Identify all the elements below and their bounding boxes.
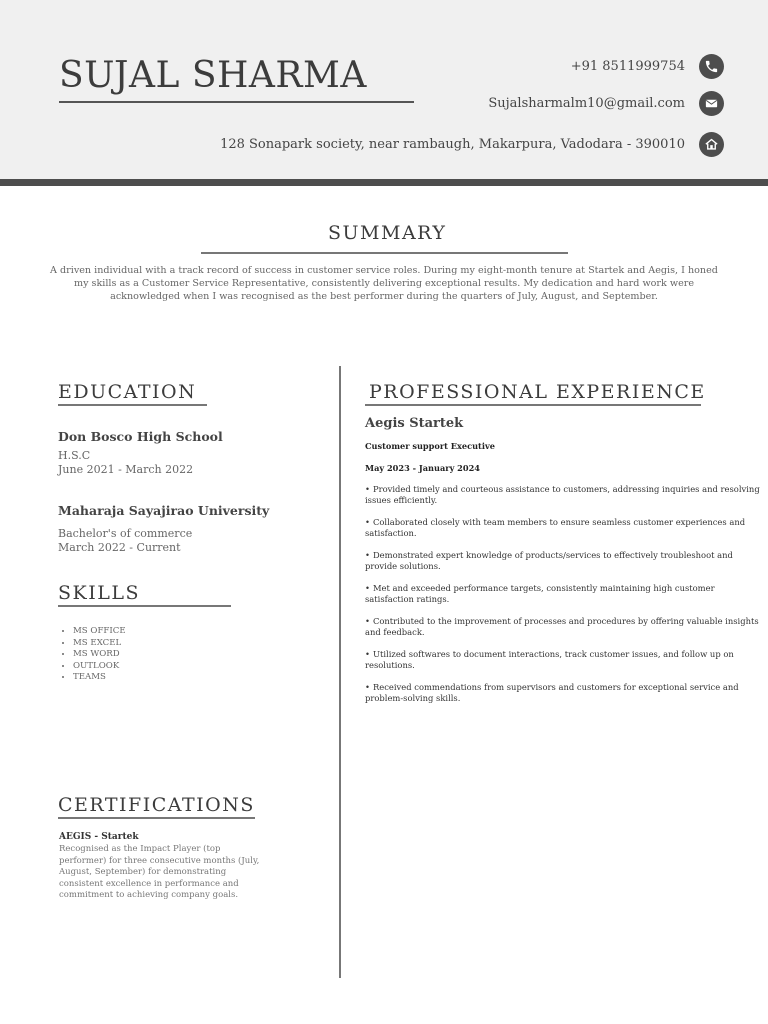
- phone-icon: [699, 54, 724, 79]
- skill-item: • TEAMS: [73, 672, 126, 684]
- education-dates-2: March 2022 - Current: [58, 541, 181, 554]
- summary-underline: [201, 252, 568, 254]
- experience-bullet-text: Provided timely and courteous assistance to customers, addressing inquiries and resolving issues efficiently.: [365, 484, 760, 505]
- skill-item: • MS WORD: [73, 649, 126, 661]
- education-underline: [58, 404, 207, 406]
- experience-bullet: • Contributed to the improvement of processes and procedures by offering valuable insights and feedback.: [365, 616, 759, 637]
- mail-icon: [699, 91, 724, 116]
- skills-list: [58, 626, 126, 684]
- experience-dates: May 2023 - January 2024: [365, 463, 480, 473]
- address-text: 128 Sonapark society, near rambaugh, Makarpura, Vadodara - 390010: [220, 137, 685, 152]
- skills-underline: [58, 605, 231, 607]
- education-degree-2: Bachelor's of commerce: [58, 527, 193, 540]
- contact-phone: [571, 54, 724, 79]
- skill-item: • OUTLOOK: [73, 661, 126, 673]
- experience-bullet: • Met and exceeded performance targets, consistently maintaining high customer satisfaction ratings.: [365, 583, 715, 604]
- skill-item: • MS EXCEL: [73, 638, 126, 650]
- experience-bullet: • Utilized softwares to document interactions, track customer issues, and follow up on resolutions.: [365, 649, 734, 670]
- certification-name: AEGIS - Startek: [59, 832, 139, 842]
- experience-bullet-text: Collaborated closely with team members to ensure seamless customer experiences and satisfaction.: [365, 517, 746, 538]
- header-band: [0, 0, 768, 179]
- education-school-1: Don Bosco High School: [58, 429, 223, 444]
- experience-role: Customer support Executive: [365, 441, 495, 451]
- experience-bullet: • Provided timely and courteous assistance to customers, addressing inquiries and resolving issues efficiently.: [365, 484, 760, 505]
- home-icon: [699, 132, 724, 157]
- experience-heading: PROFESSIONAL EXPERIENCE: [369, 381, 706, 403]
- education-heading: EDUCATION: [58, 381, 197, 403]
- column-divider: [339, 366, 341, 978]
- contact-email: [488, 91, 724, 116]
- experience-bullet-text: Contributed to the improvement of processes and procedures by offering valuable insights and feedback.: [365, 616, 759, 637]
- experience-bullet-text: Demonstrated expert knowledge of products/services to effectively troubleshoot and provide solutions.: [365, 550, 733, 571]
- experience-bullets: [365, 484, 760, 715]
- certifications-heading: CERTIFICATIONS: [58, 794, 255, 816]
- experience-bullet: • Collaborated closely with team members to ensure seamless customer experiences and satisfaction.: [365, 517, 746, 538]
- experience-underline: [365, 404, 701, 406]
- education-school-2: Maharaja Sayajirao University: [58, 503, 270, 518]
- certifications-underline: [58, 817, 255, 819]
- experience-bullet-text: Received commendations from supervisors and customers for exceptional service and problem-solving skills.: [365, 682, 739, 703]
- name-underline: [59, 101, 414, 103]
- experience-company: Aegis Startek: [365, 416, 464, 431]
- summary-heading: SUMMARY: [328, 222, 447, 244]
- email-text: Sujalsharmalm10@gmail.com: [488, 96, 685, 111]
- experience-bullet: • Demonstrated expert knowledge of products/services to effectively troubleshoot and provide solutions.: [365, 550, 733, 571]
- certification-description: Recognised as the Impact Player (top performer) for three consecutive months (July, August, September) for demonstrating consistent excellence in performance and commitment to achieving company goals.: [59, 844, 260, 900]
- header-divider: [0, 179, 768, 186]
- skills-heading: SKILLS: [58, 582, 140, 604]
- experience-bullet-text: Utilized softwares to document interactions, track customer issues, and follow up on resolutions.: [365, 649, 734, 670]
- education-dates-1: June 2021 - March 2022: [58, 463, 194, 476]
- skill-item: • MS OFFICE: [73, 626, 126, 638]
- education-degree-1: H.S.C: [58, 449, 91, 462]
- phone-text: +91 8511999754: [570, 59, 685, 74]
- contact-address: [220, 132, 724, 157]
- experience-bullet: • Received commendations from supervisors and customers for exceptional service and problem-solving skills.: [365, 682, 739, 703]
- summary-text: A driven individual with a track record of success in customer service roles. During my eight-month tenure at Startek and Aegis, I honed my skills as a Customer Service Representative, consistently delivering exceptional results. My dedication and hard work were acknowledged when I was recognised as the best performer during the quarters of July, August, and September.: [50, 265, 718, 302]
- experience-bullet-text: Met and exceeded performance targets, consistently maintaining high customer satisfaction ratings.: [365, 583, 715, 604]
- candidate-name: SUJAL SHARMA: [59, 55, 367, 96]
